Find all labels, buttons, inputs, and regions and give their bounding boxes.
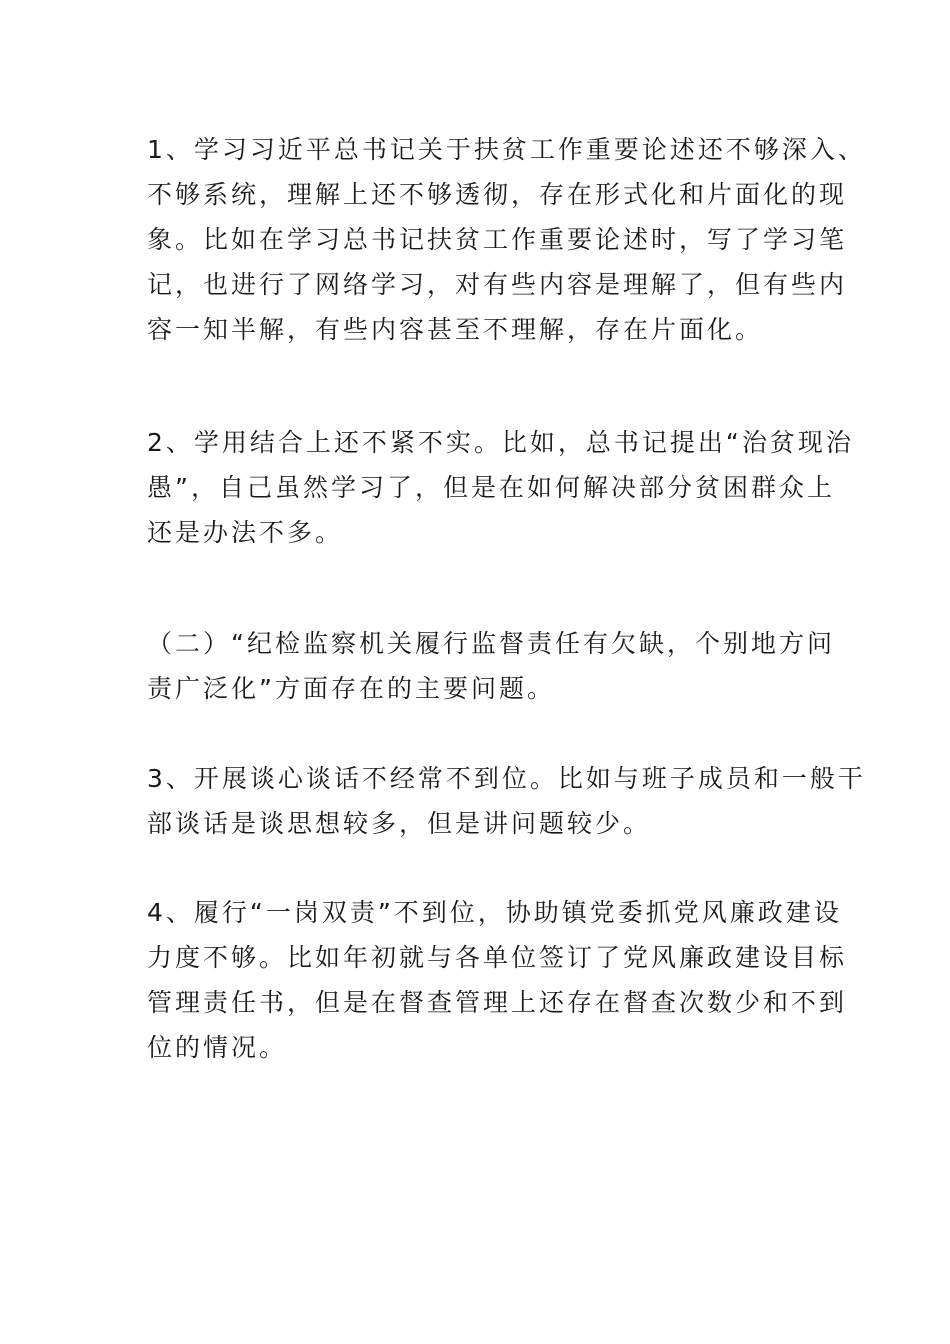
text-line: 还是办法不多。	[147, 518, 344, 547]
section-heading-2	[147, 621, 835, 711]
text-line: 不够系统，理解上还不够透彻，存在形式化和片面化的现	[147, 180, 848, 209]
text-line: 愚”，自己虽然学习了，但是在如何解决部分贫困群众上	[147, 473, 835, 502]
text-line: 位的情况。	[147, 1033, 288, 1062]
text-line: 责广泛化”方面存在的主要问题。	[147, 674, 555, 703]
text-line: 管理责任书，但是在督查管理上还存在督查次数少和不到	[147, 988, 848, 1017]
paragraph-1	[147, 127, 866, 352]
paragraph-2	[147, 420, 854, 555]
text-line: 部谈话是谈思想较多，但是讲问题较少。	[147, 809, 652, 838]
text-line: 力度不够。比如年初就与各单位签订了党风廉政建设目标	[147, 943, 848, 972]
text-line: 4、履行“一岗双责”不到位，协助镇党委抓党风廉政建设	[147, 898, 842, 927]
paragraph-4	[147, 890, 848, 1070]
text-line: 3、开展谈心谈话不经常不到位。比如与班子成员和一般干	[147, 764, 866, 793]
paragraph-3	[147, 756, 866, 846]
text-line: （二）“纪检监察机关履行监督责任有欠缺，个别地方问	[147, 629, 835, 658]
text-line: 1、学习习近平总书记关于扶贫工作重要论述还不够深入、	[147, 135, 866, 164]
text-line: 记，也进行了网络学习，对有些内容是理解了，但有些内	[147, 270, 848, 299]
text-line: 2、学用结合上还不紧不实。比如，总书记提出“治贫现治	[147, 428, 854, 457]
text-line: 象。比如在学习总书记扶贫工作重要论述时，写了学习笔	[147, 225, 848, 254]
text-line: 容一知半解，有些内容甚至不理解，存在片面化。	[147, 315, 764, 344]
